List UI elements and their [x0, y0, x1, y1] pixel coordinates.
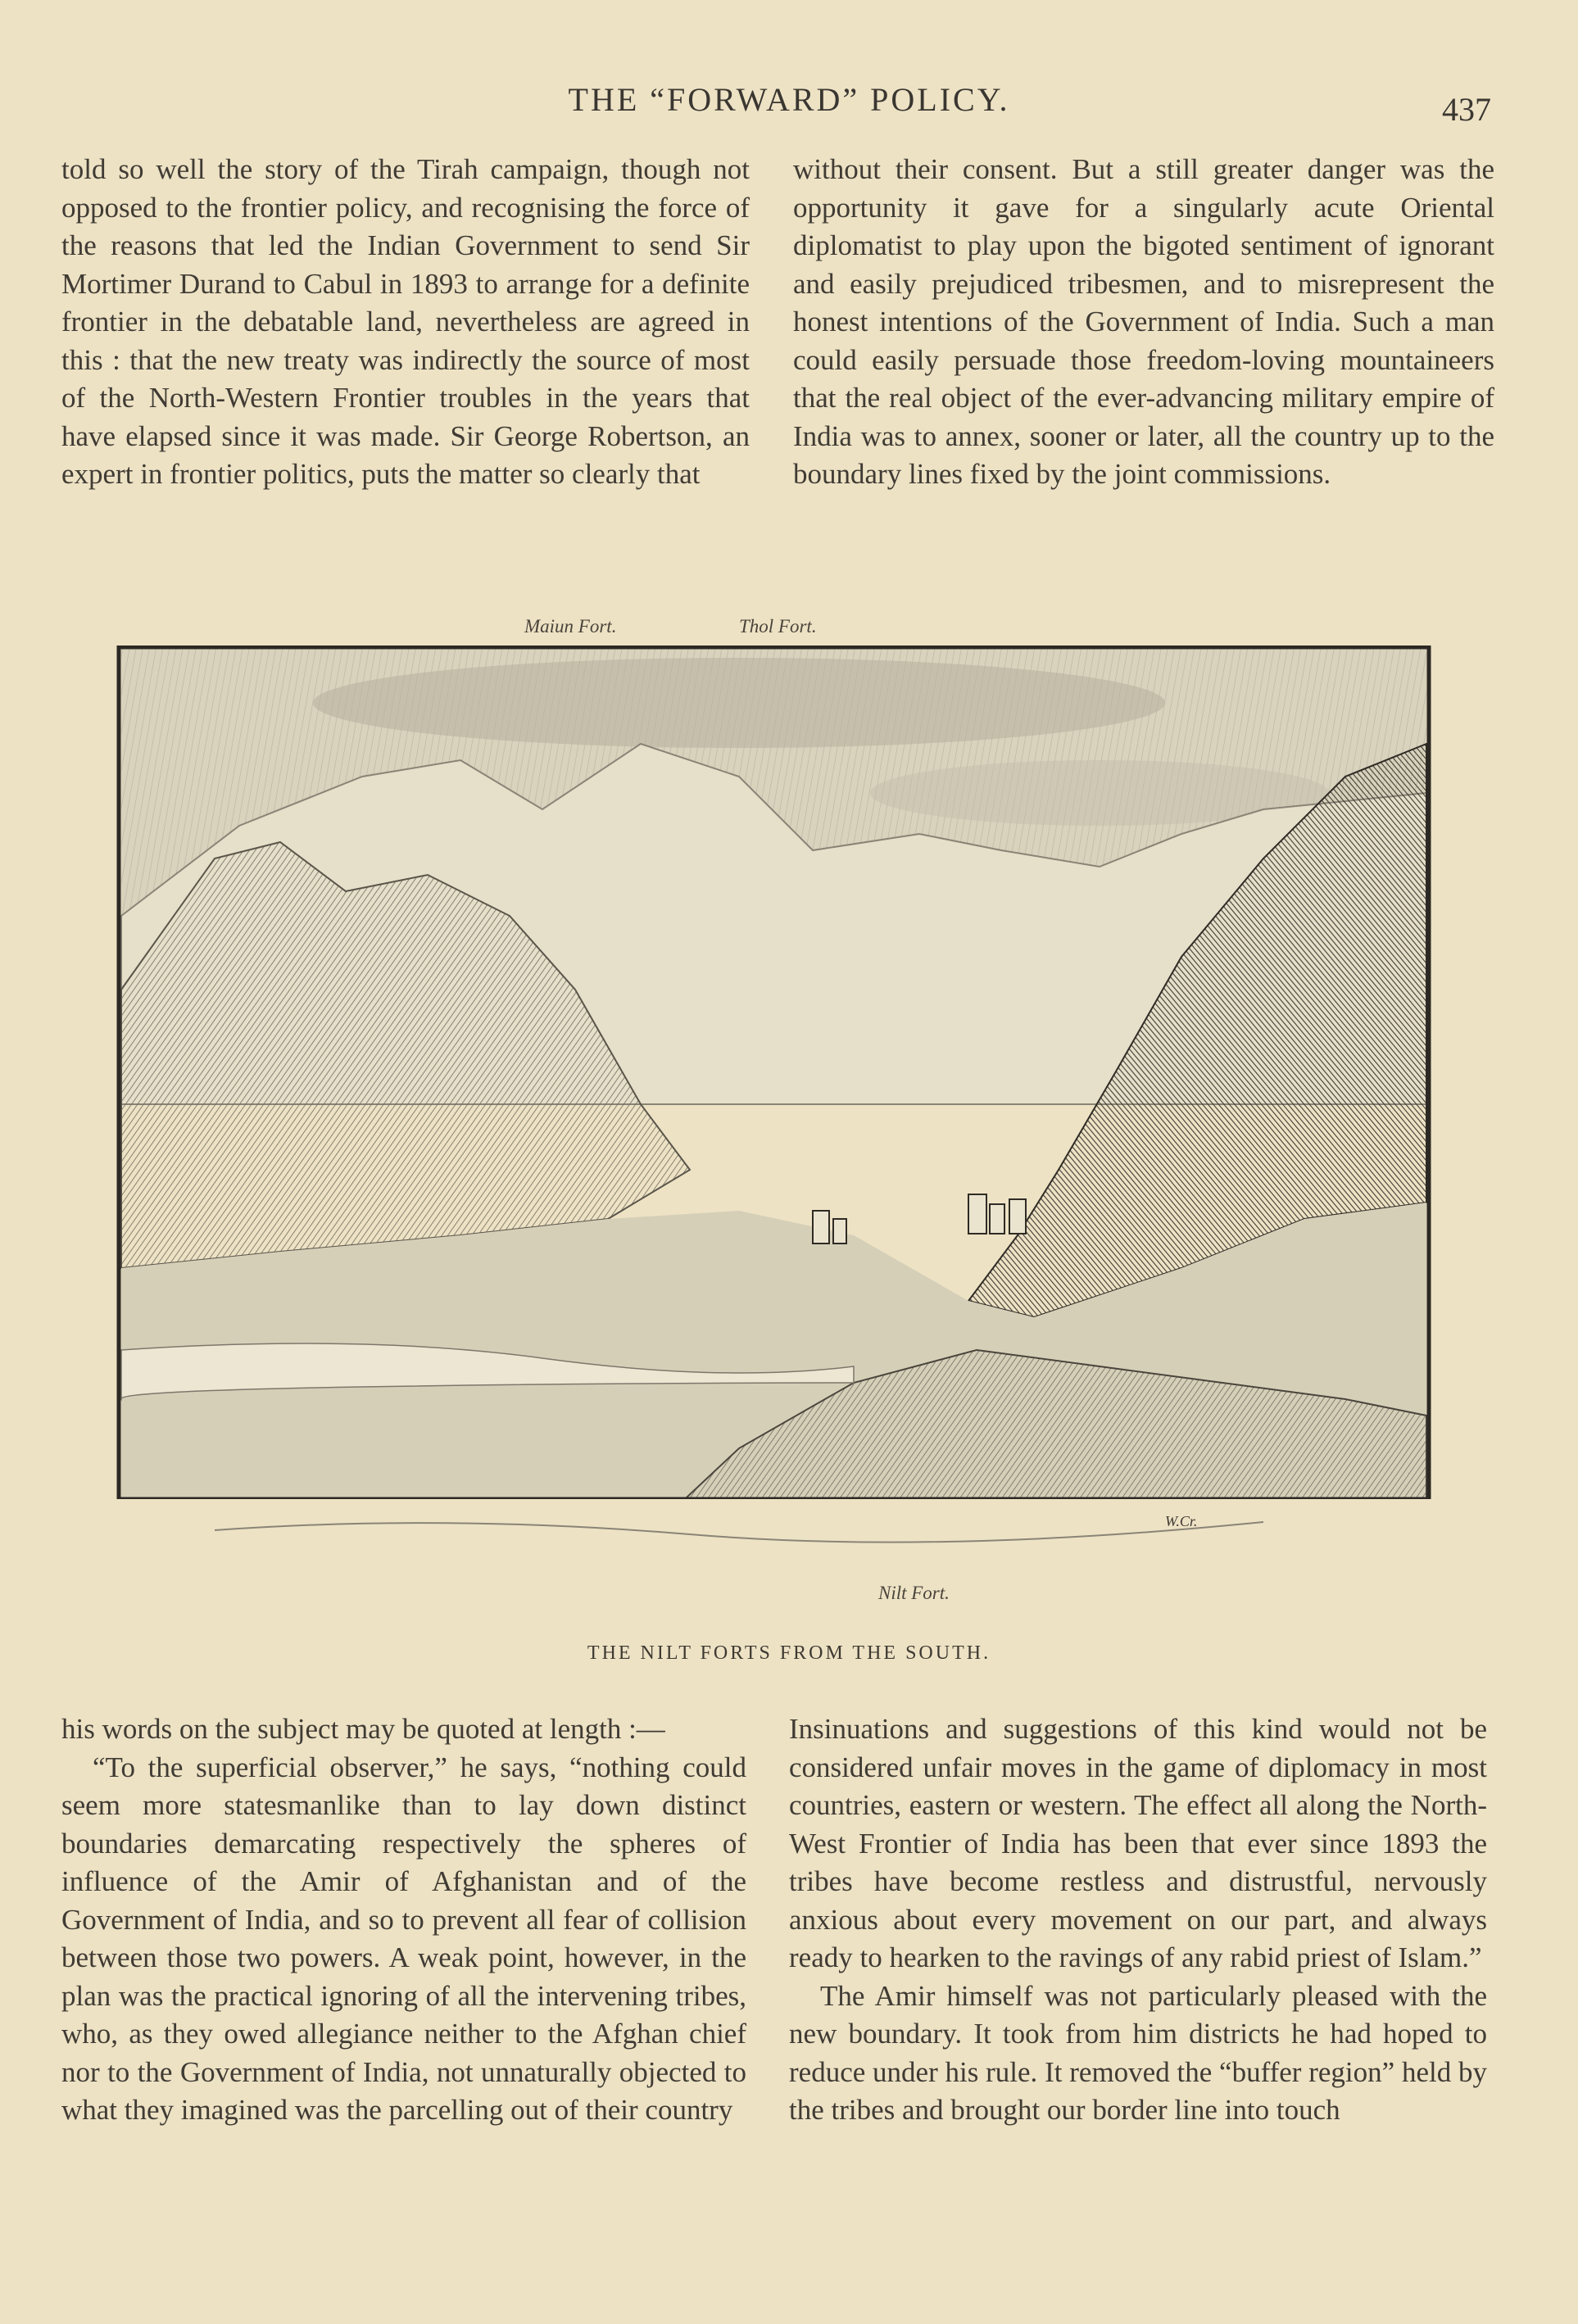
figure-label-maiun-fort: Maiun Fort.	[524, 616, 617, 636]
engraver-mark: W.Cr.	[1165, 1513, 1198, 1529]
paragraph: “To the superficial observer,” he says, “nothing could seem more statesmanlike than to lay down distinct boundaries demarcating respectively the spheres of influence of the Amir of Afghanistan and of the Government of India, and so to prevent all fear of collision between those two powers. A weak point, however, in the plan was the practical ignoring of all the intervening tribes, who, as they owed allegiance neither to the Afghan chief nor to the Government of India, not unnaturally objected to what they imagined was the parcelling out of their country	[61, 1751, 746, 2126]
paragraph: his words on the subject may be quoted at length :—	[61, 1713, 665, 1745]
figure-label-thol-fort: Thol Fort.	[739, 616, 817, 636]
paragraph: Insinuations and suggestions of this kind would not be considered unfair moves in the game of diplomacy in most countries, eastern or western. The effect all along the North-West Frontier of India has been that ever since 1893 the tribes have become restless and distrustful, nervously anxious about every movement on our part, and always ready to hearken to the ravings of any rabid priest of Islam.”	[789, 1713, 1487, 1973]
paragraph: without their consent. But a still greater danger was the opportunity it gave for a singularly acute Oriental diplomatist to play upon the bigoted sentiment of ignorant and easily prejudiced tribesmen, and to misrepresent the honest intentions of the Government of India. Such a man could easily persuade those freedom-loving mountaineers that the real object of the ever-advancing military empire of India was to annex, sooner or later, all the country up to the boundary lines fixed by the joint commissions.	[793, 153, 1494, 490]
page-number: 437	[1442, 91, 1491, 128]
paragraph: told so well the story of the Tirah campaign, though not opposed to the frontier policy, and recognising the force of the reasons that led the Indian Government to send Sir Mortimer Durand to Cabul in 1893 to arrange for a definite frontier in the debatable land, nevertheless are agreed in this : that the new treaty was indirectly the source of most of the North-Western Frontier troubles in the years that have elapsed since it was made. Sir George Robertson, an expert in frontier politics, puts the matter so clearly that	[61, 153, 750, 490]
nilt-forts	[813, 1194, 1026, 1244]
paragraph: The Amir himself was not particularly pleased with the new boundary. It took from him districts he had hoped to reduce under his rule. It removed the “buffer region” held by the tribes and brought our border line into touch	[789, 1979, 1487, 2126]
text-column-top-right	[793, 151, 1494, 494]
text-column-top-left	[61, 151, 750, 494]
running-title: THE “FORWARD” POLICY.	[568, 81, 1010, 118]
figure-caption: THE NILT FORTS FROM THE SOUTH.	[587, 1642, 991, 1664]
text-column-bottom-right	[789, 1710, 1487, 2130]
cloud	[313, 658, 1165, 748]
text-column-bottom-left	[61, 1710, 746, 2130]
engraving-illustration	[116, 646, 1431, 1571]
figure-label-nilt-fort: Nilt Fort.	[878, 1583, 950, 1603]
mountain-landscape-engraving	[116, 646, 1431, 1571]
